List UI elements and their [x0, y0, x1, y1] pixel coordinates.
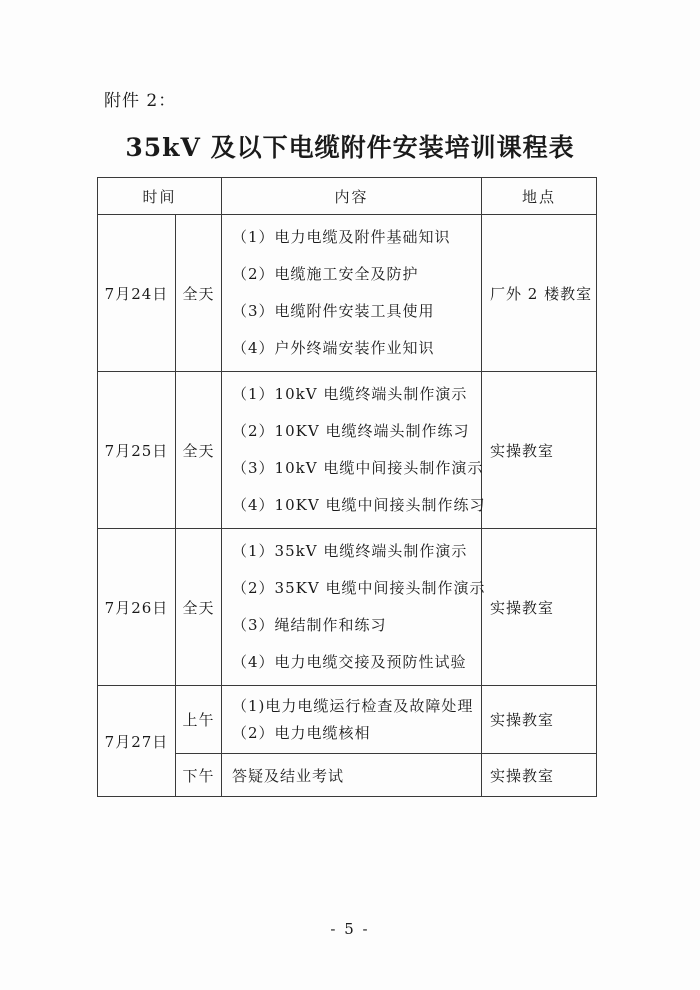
course-schedule-table [97, 177, 597, 797]
list-item: （2）电力电缆核相 [232, 723, 371, 742]
list-item: （3）电缆附件安装工具使用 [232, 302, 435, 320]
period-cell: 下午 [176, 754, 222, 797]
header-location: 地点 [482, 178, 597, 215]
period-cell: 全天 [176, 215, 222, 372]
table-row [98, 686, 597, 754]
list-item: （2）电缆施工安全及防护 [232, 265, 419, 283]
location-cell: 实操教室 [482, 754, 597, 797]
date-cell: 7月24日 [98, 215, 176, 372]
location-cell: 厂外 2 楼教室 [482, 215, 597, 372]
period-cell: 全天 [176, 372, 222, 529]
list-item: （4）电力电缆交接及预防性试验 [232, 653, 467, 671]
list-item: （2）10KV 电缆终端头制作练习 [232, 422, 470, 440]
content-cell [222, 215, 482, 372]
table-header-row [98, 178, 597, 215]
table-row [98, 529, 597, 686]
table-row [98, 215, 597, 372]
table-row [98, 372, 597, 529]
content-cell [222, 372, 486, 529]
period-cell: 上午 [176, 686, 222, 754]
list-item: （4）户外终端安装作业知识 [232, 339, 435, 357]
list-item: （1）电力电缆及附件基础知识 [232, 228, 451, 246]
content-cell [222, 754, 482, 797]
attachment-label: 附件 2： [104, 91, 177, 111]
page-number: - 5 - [330, 920, 370, 938]
date-cell: 7月26日 [98, 529, 176, 686]
content-cell [222, 686, 482, 754]
location-cell: 实操教室 [482, 529, 597, 686]
period-cell: 全天 [176, 529, 222, 686]
location-cell: 实操教室 [482, 372, 597, 529]
list-item: （3）绳结制作和练习 [232, 616, 387, 634]
header-content: 内容 [222, 178, 482, 215]
list-item: （1）35kV 电缆终端头制作演示 [232, 542, 468, 560]
list-item: （1）10kV 电缆终端头制作演示 [232, 385, 468, 403]
date-cell: 7月27日 [98, 686, 176, 797]
list-item: （3）10kV 电缆中间接头制作演示 [232, 459, 484, 477]
list-item: （4）10KV 电缆中间接头制作练习 [232, 496, 486, 514]
date-cell: 7月25日 [98, 372, 176, 529]
list-item: （2）35KV 电缆中间接头制作演示 [232, 579, 486, 597]
list-item: （1)电力电缆运行检查及故障处理 [232, 696, 474, 715]
list-item: 答疑及结业考试 [232, 766, 345, 785]
document-title: 35kV 及以下电缆附件安装培训课程表 [125, 133, 575, 162]
header-time: 时间 [98, 178, 222, 215]
content-cell [222, 529, 486, 686]
location-cell: 实操教室 [482, 686, 597, 754]
